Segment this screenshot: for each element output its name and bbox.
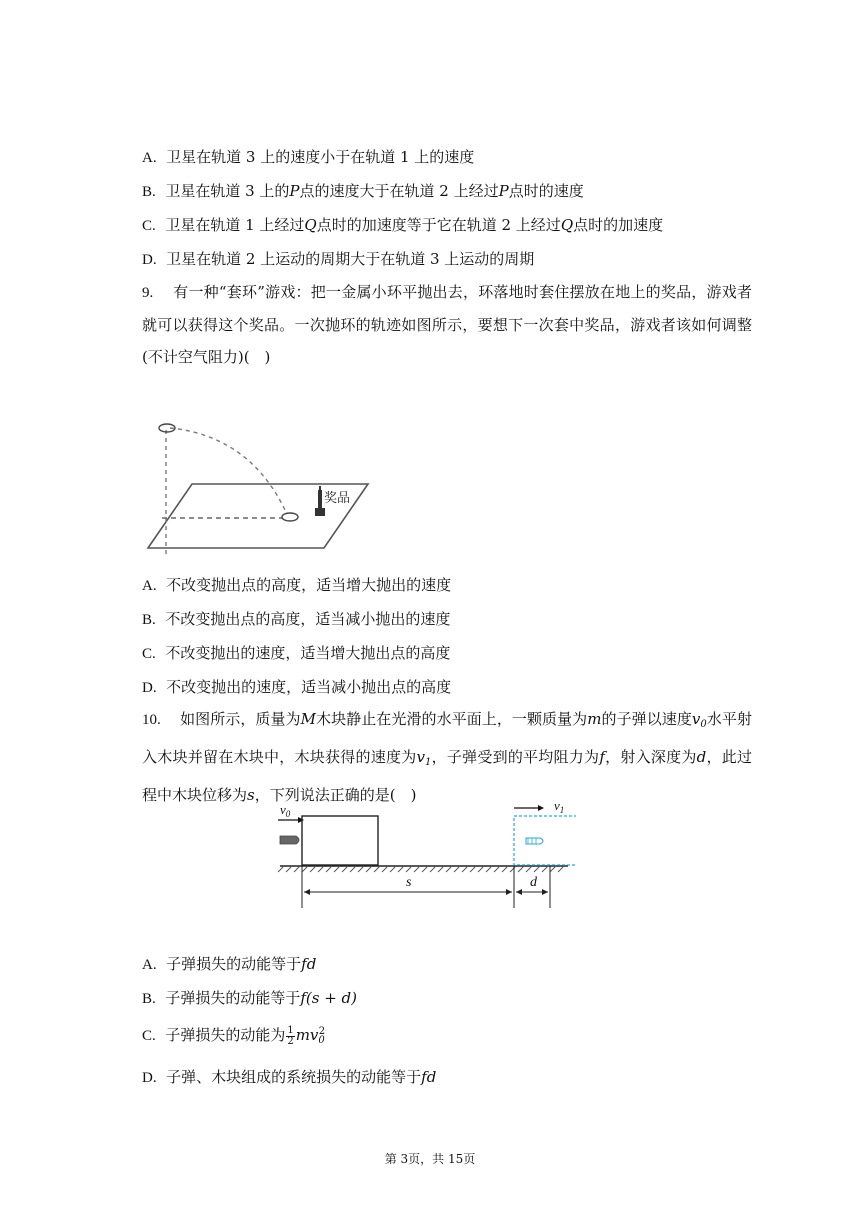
d-label: d [530, 875, 537, 890]
q10-option-b: B. 子弹损失的动能等于f(s + d) [142, 989, 357, 1007]
v0-label: $v_0$ [280, 802, 291, 819]
q8-option-d: D. 卫星在轨道 2 上运动的周期大于在轨道 3 上运动的周期 [142, 250, 535, 268]
q9-option-b: B. 不改变抛出点的高度，适当减小抛出的速度 [142, 610, 451, 628]
q8-option-c: C. 卫星在轨道 1 上经过Q点时的加速度等于它在轨道 2 上经过Q点时的加速度 [142, 216, 664, 234]
q9-option-a: A. 不改变抛出点的高度，适当增大抛出的速度 [142, 576, 452, 594]
bullet-icon [280, 836, 299, 844]
q8-option-b: B. 卫星在轨道 3 上的P点的速度大于在轨道 2 上经过P点时的速度 [142, 182, 584, 200]
q10-option-d: D. 子弹、木块组成的系统损失的动能等于fd [142, 1068, 437, 1086]
page-footer: 第 3页，共 15页 [384, 1152, 476, 1166]
q10-option-a: A. 子弹损失的动能等于fd [142, 955, 317, 973]
trajectory-curve [170, 428, 286, 512]
q9-figure [140, 412, 380, 560]
prize-label: 奖品 [324, 490, 351, 505]
block-initial [302, 816, 378, 865]
block-moved [514, 816, 576, 865]
s-label: s [406, 875, 412, 890]
q9-stem: 9. 有一种“套环”游戏：把一金属小环平抛出去，环落地时套住摆放在地上的奖品，游戏者就可以获得这个奖品。一次抛环的轨迹如图所示，要想下一次套中奖品，游戏者该如何调整(不计空气阻力)( ) [142, 283, 752, 366]
q10-figure [276, 800, 576, 912]
q8-option-a: A. 卫星在轨道 3 上的速度小于在轨道 1 上的速度 [142, 148, 475, 166]
embedded-bullet-icon [526, 838, 543, 844]
ground-hatch [278, 866, 564, 872]
q10-option-c: C. 子弹损失的动能为 $\frac{1}{2}$ $mv_0^2$ [142, 1024, 326, 1047]
fraction: $\frac{1}{2}$ [287, 1024, 294, 1047]
ring-landed [282, 513, 298, 521]
q9-option-d: D. 不改变抛出的速度，适当减小抛出点的高度 [142, 678, 452, 696]
q9-option-c: C. 不改变抛出的速度，适当增大抛出点的高度 [142, 644, 451, 662]
v1-label: $v_1$ [554, 800, 565, 815]
q10-stem: 10. 如图所示，质量为M木块静止在光滑的水平面上，一颗质量为m的子弹以速度$v_0$水平射入木块并留在木块中，木块获得的速度为$v_1$，子弹受到的平均阻力为f，射入深度为d，此过程中木块位移为s，下列说法正确的是( ) [142, 710, 752, 804]
